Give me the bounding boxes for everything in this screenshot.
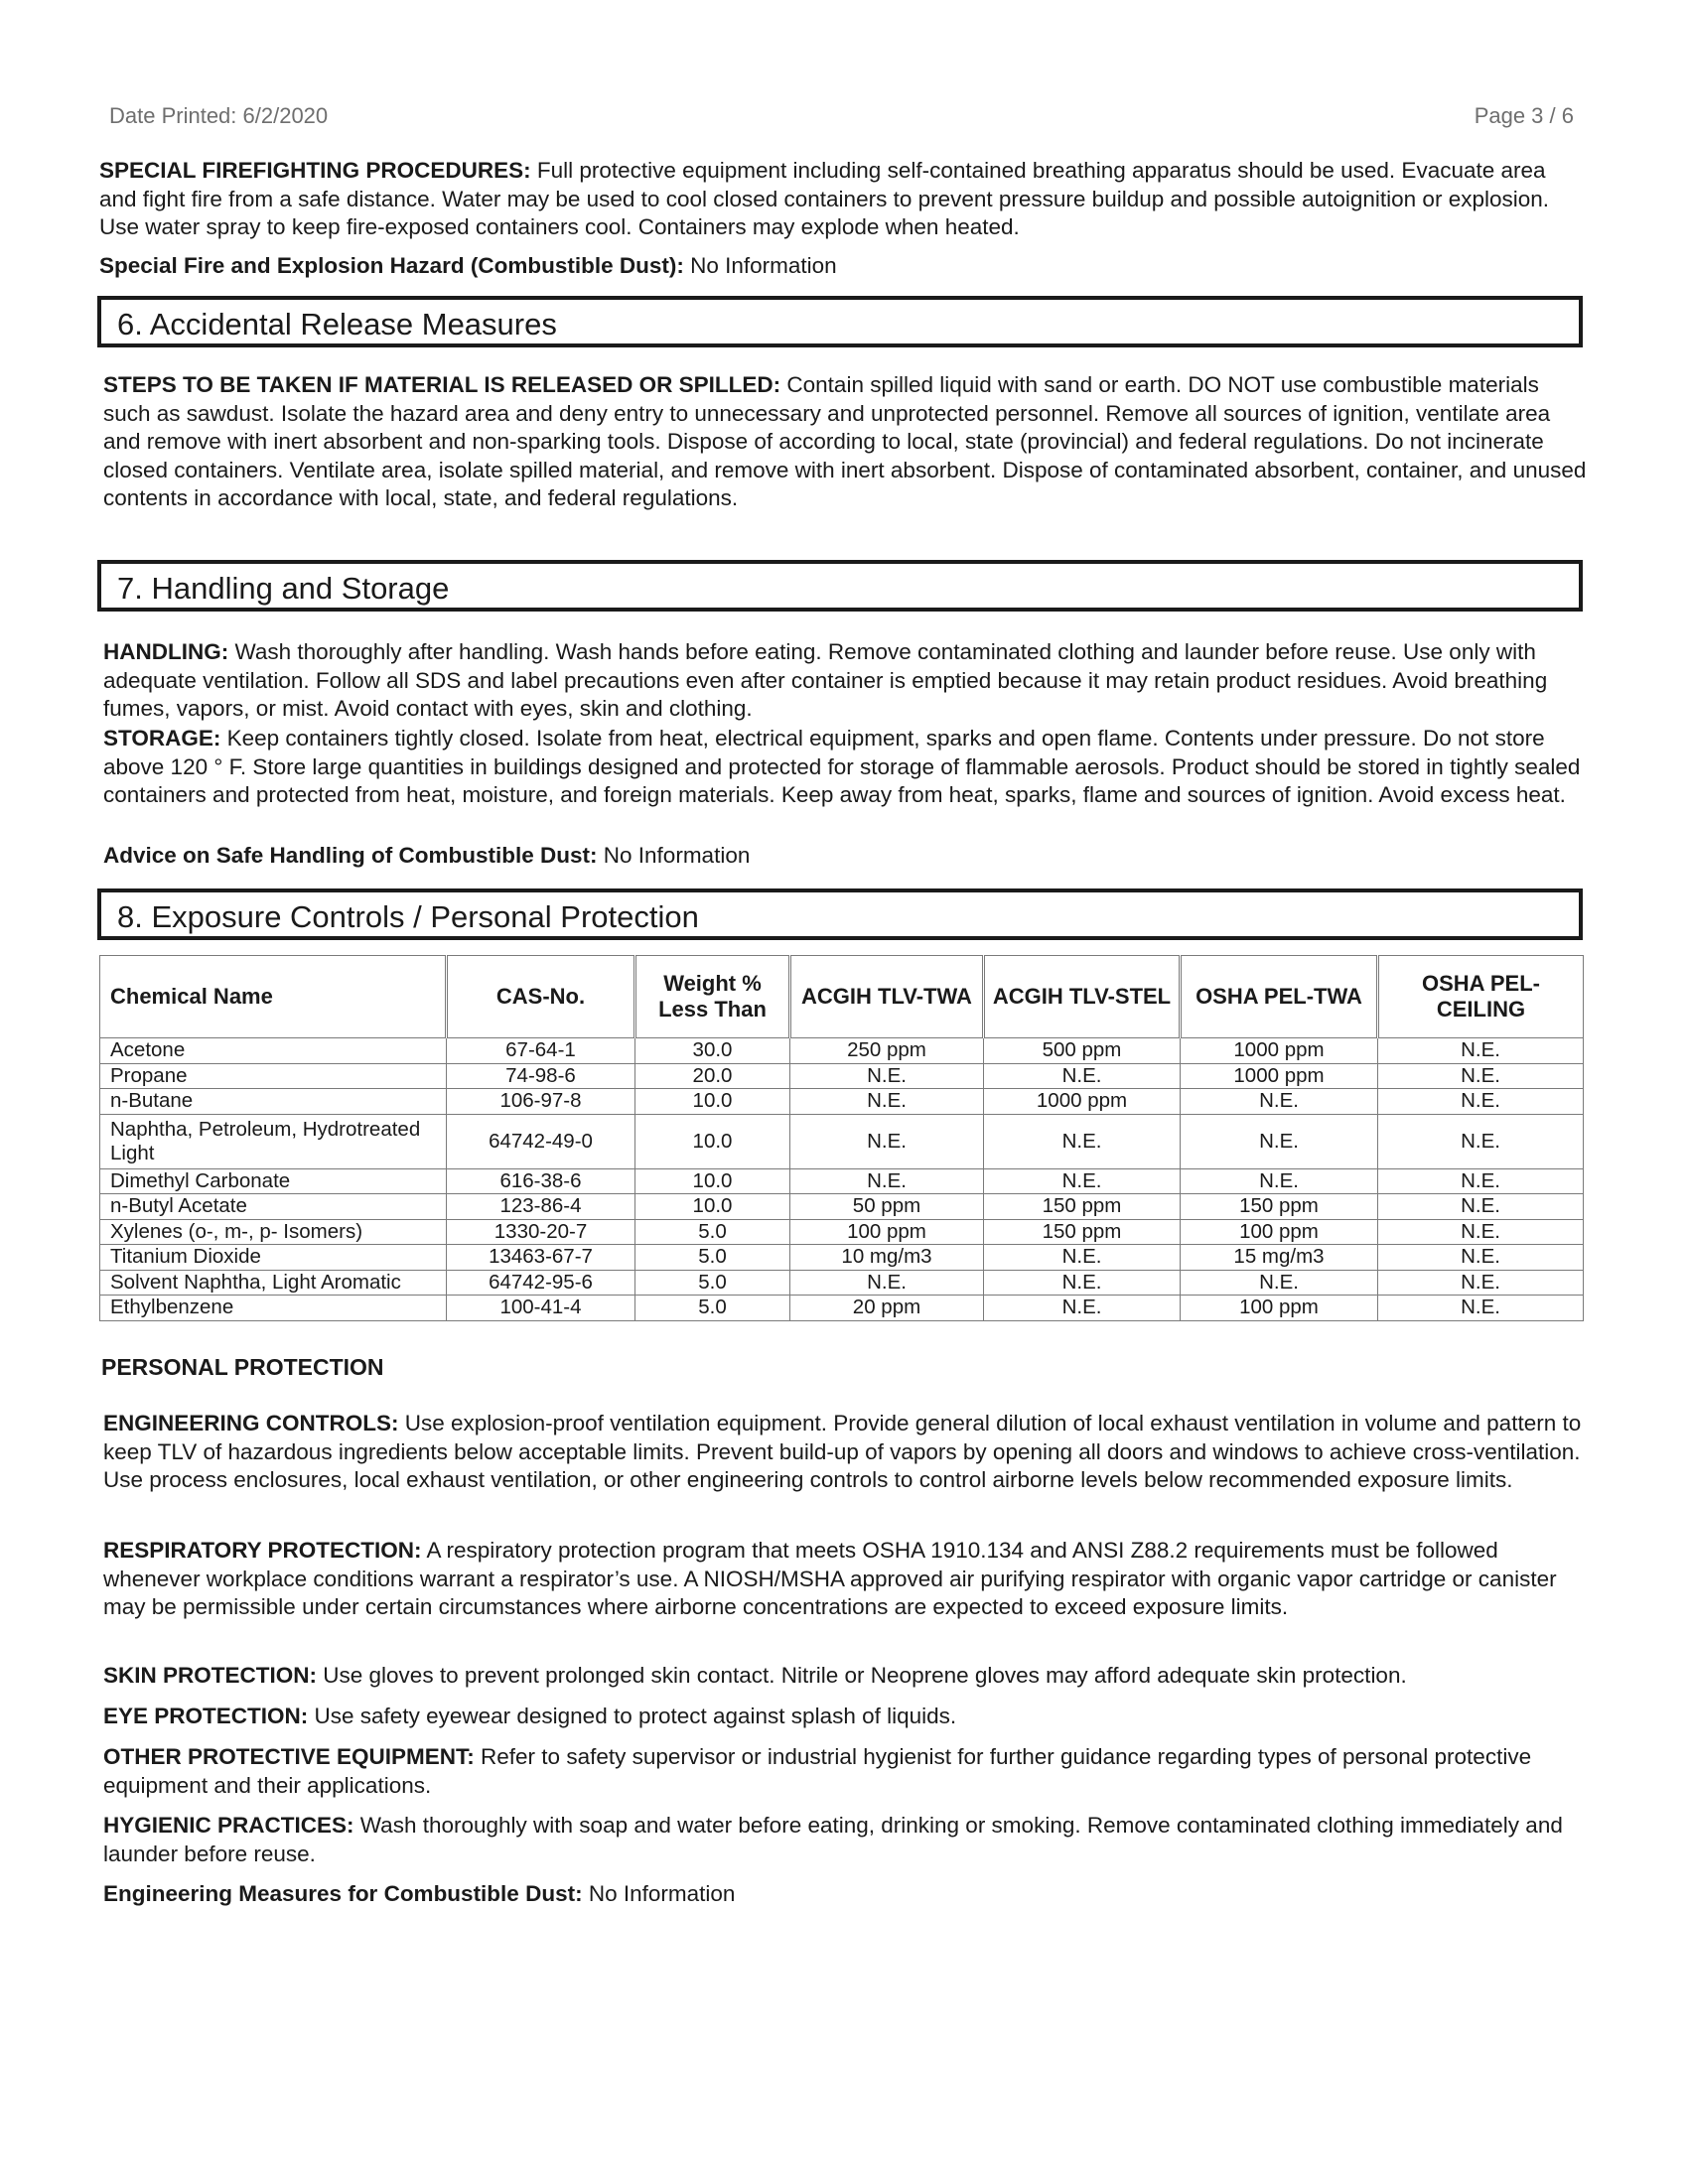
table-cell: 616-38-6 xyxy=(447,1168,635,1194)
safe-handling-dust-text: No Information xyxy=(597,843,751,868)
table-cell: N.E. xyxy=(1378,1089,1584,1115)
table-cell: 150 ppm xyxy=(984,1194,1181,1220)
table-cell: N.E. xyxy=(1378,1168,1584,1194)
table-cell: N.E. xyxy=(984,1296,1181,1321)
table-cell: N.E. xyxy=(1378,1245,1584,1271)
table-cell: 10.0 xyxy=(635,1089,790,1115)
table-cell: 10.0 xyxy=(635,1114,790,1168)
table-row xyxy=(100,1219,1584,1245)
table-cell: N.E. xyxy=(1181,1089,1378,1115)
firefighting-text: Full protective equipment including self-contained breathing apparatus should be used. Evacuate area and fight fire from a safe distance. Water may be used to cool closed containers to prevent pressure buildup and possible autoignition or explosion. Use water spray to keep fire-exposed containers cool. Containers may explode when heated. xyxy=(99,158,1550,239)
table-cell: N.E. xyxy=(1378,1296,1584,1321)
table-cell: 74-98-6 xyxy=(447,1063,635,1089)
table-row xyxy=(100,1270,1584,1296)
exposure-table xyxy=(99,955,1584,1321)
table-row xyxy=(100,1114,1584,1168)
chemical-name-cell: Xylenes (o-, m-, p- Isomers) xyxy=(100,1219,447,1245)
column-header: Weight % Less Than xyxy=(635,956,790,1038)
table-cell: 1000 ppm xyxy=(984,1089,1181,1115)
engineering-label: ENGINEERING CONTROLS: xyxy=(103,1411,399,1435)
table-cell: 250 ppm xyxy=(790,1038,984,1064)
table-cell: 5.0 xyxy=(635,1270,790,1296)
table-cell: 1000 ppm xyxy=(1181,1038,1378,1064)
respiratory-protection xyxy=(103,1537,1589,1622)
storage-label: STORAGE: xyxy=(103,726,221,751)
table-cell: 13463-67-7 xyxy=(447,1245,635,1271)
table-cell: 1330-20-7 xyxy=(447,1219,635,1245)
table-cell: N.E. xyxy=(1378,1219,1584,1245)
handling xyxy=(103,638,1589,724)
fire-dust-label: Special Fire and Explosion Hazard (Combustible Dust): xyxy=(99,253,684,278)
chemical-name-cell: n-Butyl Acetate xyxy=(100,1194,447,1220)
release-label: STEPS TO BE TAKEN IF MATERIAL IS RELEASED OR SPILLED: xyxy=(103,372,781,397)
chemical-name-cell: Solvent Naphtha, Light Aromatic xyxy=(100,1270,447,1296)
table-cell: 64742-95-6 xyxy=(447,1270,635,1296)
table-cell: 150 ppm xyxy=(984,1219,1181,1245)
section-8-title: 8. Exposure Controls / Personal Protection xyxy=(117,899,699,934)
table-row xyxy=(100,1245,1584,1271)
storage xyxy=(103,725,1589,810)
table-cell: 10.0 xyxy=(635,1194,790,1220)
section-8-header xyxy=(97,888,1583,940)
section-6-title: 6. Accidental Release Measures xyxy=(117,307,557,341)
table-cell: 123-86-4 xyxy=(447,1194,635,1220)
skin-protection xyxy=(103,1662,1589,1691)
table-cell: N.E. xyxy=(790,1063,984,1089)
page-number: Page 3 / 6 xyxy=(1474,103,1574,128)
table-cell: N.E. xyxy=(790,1168,984,1194)
other-protective-equipment xyxy=(103,1743,1589,1800)
table-cell: 100 ppm xyxy=(1181,1219,1378,1245)
column-header: Chemical Name xyxy=(100,956,447,1038)
table-header-row xyxy=(100,956,1584,1038)
eye-text: Use safety eyewear designed to protect against splash of liquids. xyxy=(308,1704,957,1728)
table-cell: 100 ppm xyxy=(1181,1296,1378,1321)
engineering-dust xyxy=(103,1880,1589,1909)
engineering-dust-label: Engineering Measures for Combustible Dust: xyxy=(103,1881,583,1906)
date-printed: Date Printed: 6/2/2020 xyxy=(109,103,329,128)
firefighting-procedures xyxy=(99,157,1589,242)
table-cell: 500 ppm xyxy=(984,1038,1181,1064)
fire-dust-text: No Information xyxy=(683,253,837,278)
eye-label: EYE PROTECTION: xyxy=(103,1704,309,1728)
handling-text: Wash thoroughly after handling. Wash hands before eating. Remove contaminated clothing and launder before reuse. Use only with adequate ventilation. Follow all SDS and label precautions even after container is emptied because it may retain product residues. Avoid breathing fumes, vapors, or mist. Avoid contact with eyes, skin and clothing. xyxy=(103,639,1548,721)
column-header: CAS-No. xyxy=(447,956,635,1038)
table-cell: N.E. xyxy=(1378,1063,1584,1089)
section-6-header xyxy=(97,296,1583,347)
table-cell: N.E. xyxy=(984,1063,1181,1089)
chemical-name-cell: Ethylbenzene xyxy=(100,1296,447,1321)
table-cell: 150 ppm xyxy=(1181,1194,1378,1220)
table-cell: 5.0 xyxy=(635,1219,790,1245)
section-7-title: 7. Handling and Storage xyxy=(117,571,450,606)
respiratory-label: RESPIRATORY PROTECTION: xyxy=(103,1538,422,1563)
table-cell: 67-64-1 xyxy=(447,1038,635,1064)
table-row xyxy=(100,1089,1584,1115)
chemical-name-cell: Titanium Dioxide xyxy=(100,1245,447,1271)
handling-label: HANDLING: xyxy=(103,639,229,664)
column-header: OSHA PEL-TWA xyxy=(1181,956,1378,1038)
engineering-text: Use explosion-proof ventilation equipment. Provide general dilution of local exhaust ventilation in volume and pattern to keep TLV of hazardous ingredients below acceptable limits. Prevent build-up of vapors by opening all doors and windows to achieve cross-ventilation. Use process enclosures, local exhaust ventilation, or other engineering controls to control airborne levels below recommended exposure limits. xyxy=(103,1411,1582,1492)
skin-label: SKIN PROTECTION: xyxy=(103,1663,318,1688)
table-row xyxy=(100,1168,1584,1194)
engineering-controls xyxy=(103,1410,1589,1495)
table-row xyxy=(100,1063,1584,1089)
eye-protection xyxy=(103,1703,1589,1731)
table-cell: 15 mg/m3 xyxy=(1181,1245,1378,1271)
table-cell: N.E. xyxy=(1378,1038,1584,1064)
table-cell: 1000 ppm xyxy=(1181,1063,1378,1089)
safe-handling-dust-label: Advice on Safe Handling of Combustible Dust: xyxy=(103,843,598,868)
table-cell: 30.0 xyxy=(635,1038,790,1064)
table-cell: N.E. xyxy=(1181,1168,1378,1194)
other-label: OTHER PROTECTIVE EQUIPMENT: xyxy=(103,1744,475,1769)
column-header: ACGIH TLV-STEL xyxy=(984,956,1181,1038)
chemical-name-cell: Acetone xyxy=(100,1038,447,1064)
column-header: ACGIH TLV-TWA xyxy=(790,956,984,1038)
table-cell: 10 mg/m3 xyxy=(790,1245,984,1271)
table-cell: N.E. xyxy=(790,1089,984,1115)
chemical-name-cell: n-Butane xyxy=(100,1089,447,1115)
table-cell: N.E. xyxy=(984,1245,1181,1271)
hygienic-text: Wash thoroughly with soap and water before eating, drinking or smoking. Remove contaminated clothing immediately and launder before reuse. xyxy=(103,1813,1563,1866)
firefighting-label: SPECIAL FIREFIGHTING PROCEDURES: xyxy=(99,158,531,183)
skin-text: Use gloves to prevent prolonged skin contact. Nitrile or Neoprene gloves may afford adequate skin protection. xyxy=(317,1663,1407,1688)
hygienic-label: HYGIENIC PRACTICES: xyxy=(103,1813,354,1838)
table-cell: 50 ppm xyxy=(790,1194,984,1220)
table-row xyxy=(100,1194,1584,1220)
chemical-name-cell: Dimethyl Carbonate xyxy=(100,1168,447,1194)
personal-protection-heading: PERSONAL PROTECTION xyxy=(101,1354,384,1380)
storage-text: Keep containers tightly closed. Isolate from heat, electrical equipment, sparks and open flame. Contents under pressure. Do not store above 120 ° F. Store large quantities in buildings designed and protected for storage of flammable aerosols. Product should be stored in tightly sealed containers and protected from heat, moisture, and foreign materials. Keep away from heat, sparks, flame and sources of ignition. Avoid excess heat. xyxy=(103,726,1581,807)
fire-dust-hazard xyxy=(99,252,1589,281)
table-row xyxy=(100,1038,1584,1064)
table-cell: 10.0 xyxy=(635,1168,790,1194)
safe-handling-dust xyxy=(103,842,1589,871)
release-steps xyxy=(103,371,1589,513)
table-cell: 106-97-8 xyxy=(447,1089,635,1115)
table-cell: 5.0 xyxy=(635,1245,790,1271)
respiratory-text: A respiratory protection program that meets OSHA 1910.134 and ANSI Z88.2 requirements must be followed whenever workplace conditions warrant a respirator’s use. A NIOSH/MSHA approved air purifying respirator with organic vapor cartridge or canister may be permissible under certain circumstances where airborne concentrations are expected to exceed exposure limits. xyxy=(103,1538,1557,1619)
other-text: Refer to safety supervisor or industrial hygienist for further guidance regarding types of personal protective equipment and their applications. xyxy=(103,1744,1532,1798)
table-cell: N.E. xyxy=(1378,1114,1584,1168)
table-cell: 64742-49-0 xyxy=(447,1114,635,1168)
table-cell: N.E. xyxy=(984,1168,1181,1194)
table-cell: N.E. xyxy=(790,1114,984,1168)
table-cell: 20 ppm xyxy=(790,1296,984,1321)
table-cell: N.E. xyxy=(1378,1270,1584,1296)
table-cell: 5.0 xyxy=(635,1296,790,1321)
table-cell: N.E. xyxy=(1378,1194,1584,1220)
hygienic-practices xyxy=(103,1812,1589,1868)
chemical-name-cell: Propane xyxy=(100,1063,447,1089)
column-header: OSHA PEL-CEILING xyxy=(1378,956,1584,1038)
engineering-dust-text: No Information xyxy=(582,1881,736,1906)
table-cell: N.E. xyxy=(984,1270,1181,1296)
table-cell: 100-41-4 xyxy=(447,1296,635,1321)
release-text: Contain spilled liquid with sand or earth. DO NOT use combustible materials such as sawdust. Isolate the hazard area and deny entry to unnecessary and unprotected personnel. Remove all sources of ignition, ventilate area and remove with inert absorbent and non-sparking tools. Dispose of according to local, state (provincial) and federal regulations. Do not incinerate closed containers. Ventilate area, isolate spilled material, and remove with inert absorbent. Dispose of contaminated absorbent, container, and unused contents in accordance with local, state, and federal regulations. xyxy=(103,372,1587,510)
table-cell: N.E. xyxy=(1181,1114,1378,1168)
table-row xyxy=(100,1296,1584,1321)
table-cell: N.E. xyxy=(790,1270,984,1296)
table-cell: N.E. xyxy=(1181,1270,1378,1296)
table-cell: N.E. xyxy=(984,1114,1181,1168)
chemical-name-cell: Naphtha, Petroleum, Hydrotreated Light xyxy=(100,1114,447,1168)
section-7-header xyxy=(97,560,1583,612)
table-cell: 100 ppm xyxy=(790,1219,984,1245)
table-cell: 20.0 xyxy=(635,1063,790,1089)
